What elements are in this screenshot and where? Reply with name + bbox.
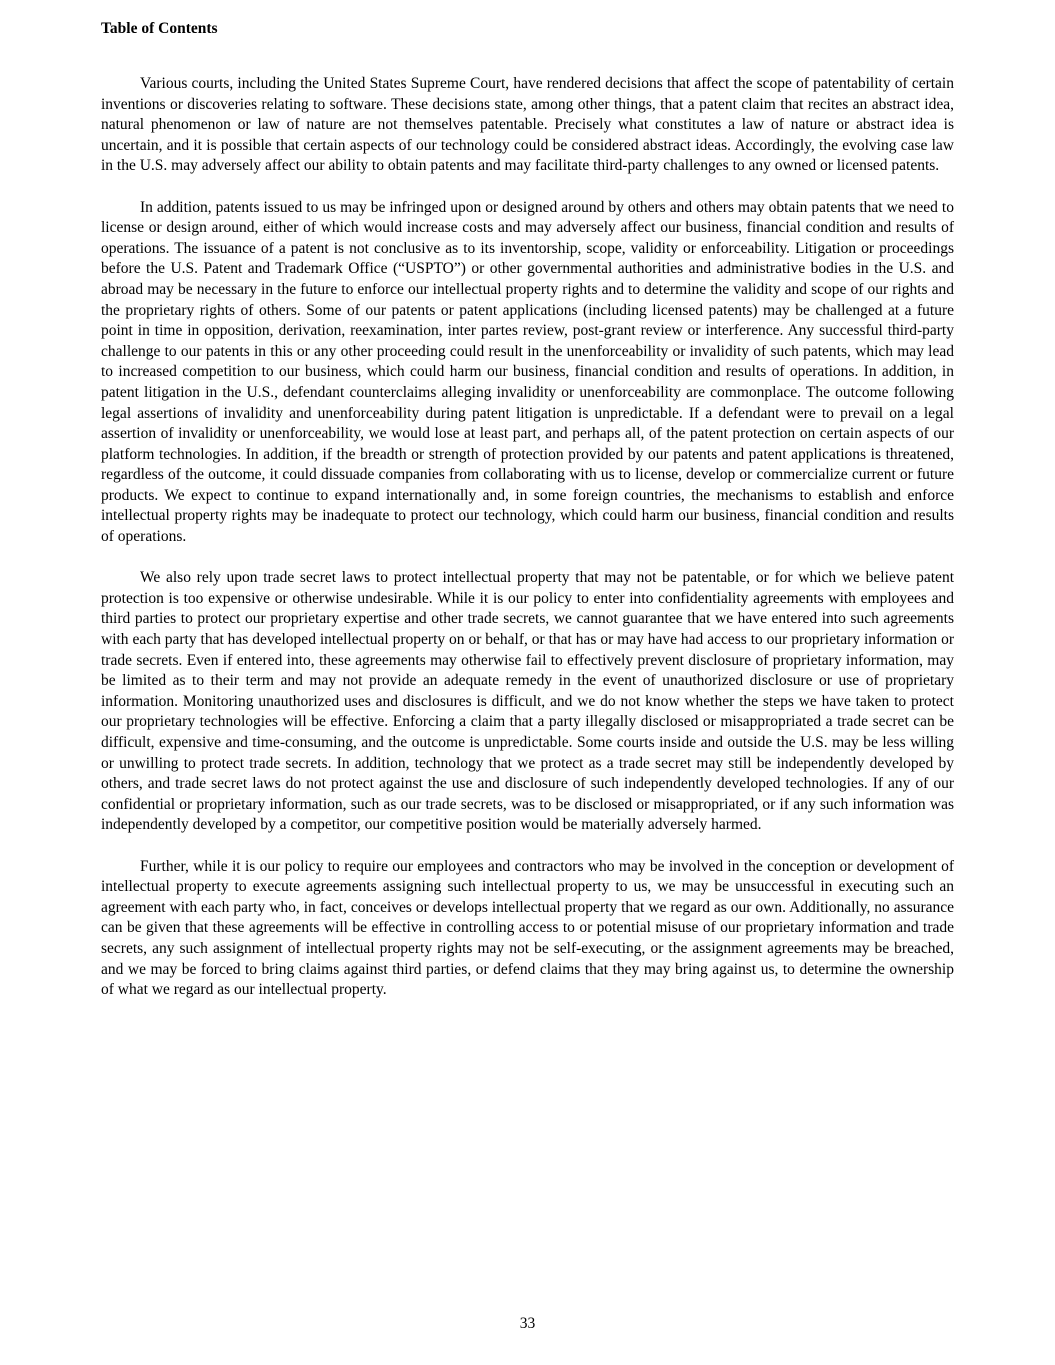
paragraph-patent-infringement: In addition, patents issued to us may be infringed upon or designed around by others and others may obtain patents that we need to license or design around, either of which would increase costs and may adversely affect our business, financial condition and results of operations. The issuance of a patent is not conclusive as to its inventorship, scope, validity or enforceability. Litigation or proceedings before the U.S. Patent and Trademark Office (“USPTO”) or other governmental authorities and administrative bodies in the U.S. and abroad may be necessary in the future to enforce our intellectual property rights and to determine the validity and scope of our rights and the proprietary rights of others. Some of our patents or patent applications (including licensed patents) may be challenged at a future point in time in opposition, derivation, reexamination, inter partes review, post-grant review or interference. Any successful third-party challenge to our patents in this or any other proceeding could result in the unenforceability or invalidity of such patents, which may lead to increased competition to our business, which could harm our business, financial condition and results of operations. In addition, in patent litigation in the U.S., defendant counterclaims alleging invalidity or unenforceability are commonplace. The outcome following legal assertions of invalidity and unenforceability during patent litigation is unpredictable. If a defendant were to prevail on a legal assertion of invalidity or unenforceability, we would lose at least part, and perhaps all, of the patent protection on certain aspects of our platform technologies. In addition, if the breadth or strength of protection provided by our patents and patent applications is threatened, regardless of the outcome, it could dissuade companies from collaborating with us to license, develop or commercialize current or future products. We expect to continue to expand internationally and, in some foreign countries, the mechanisms to establish and enforce intellectual property rights may be inadequate to protect our technology, which could harm our business, financial condition and results of operations. <box>101 198 954 546</box>
paragraph-ip-assignment: Further, while it is our policy to require our employees and contractors who may be involved in the conception or development of intellectual property to execute agreements assigning such intellectual property to us, we may be unsuccessful in executing such an agreement with each party who, in fact, conceives or develops intellectual property that we regard as our own. Additionally, no assurance can be given that these agreements will be effective in controlling access to or potential misuse of our proprietary information and trade secrets, any such assignment of intellectual property rights may not be self-executing, or the assignment agreements may be breached, and we may be forced to bring claims against third parties, or defend claims that they may bring against us, to determine the ownership of what we regard as our intellectual property. <box>101 857 954 999</box>
paragraph-trade-secrets: We also rely upon trade secret laws to protect intellectual property that may not be patentable, or for which we believe patent protection is too expensive or otherwise undesirable. While it is our policy to enter into confidentiality agreements with employees and third parties to protect our proprietary expertise and other trade secrets, we cannot guarantee that we have entered into such agreements with each party that has developed intellectual property on or behalf, or that has or may have had access to our proprietary information or trade secrets. Even if entered into, these agreements may otherwise fail to effectively prevent disclosure of proprietary information, may be limited as to their term and may not provide an adequate remedy in the event of unauthorized disclosure or use of proprietary information. Monitoring unauthorized uses and disclosures is difficult, and we do not know whether the steps we have taken to protect our proprietary technologies will be effective. Enforcing a claim that a party illegally disclosed or misappropriated a trade secret can be difficult, expensive and time-consuming, and the outcome is unpredictable. Some courts inside and outside the U.S. may be less willing or unwilling to protect trade secrets. In addition, technology that we protect as a trade secret may still be independently developed by others, and trade secret laws do not protect against the use and disclosure of such independently developed technologies. If any of our confidential or proprietary information, such as our trade secrets, was to be disclosed or misappropriated, or if any such information was independently developed by a competitor, our competitive position would be materially adversely harmed. <box>101 569 954 834</box>
paragraph-software-patentability: Various courts, including the United States Supreme Court, have rendered decisions that affect the scope of patentability of certain inventions or discoveries relating to software. These decisions state, among other things, that a patent claim that recites an abstract idea, natural phenomenon or law of nature are not themselves patentable. Precisely what constitutes a law of nature or abstract idea is uncertain, and it is possible that certain aspects of our technology could be considered abstract ideas. Accordingly, the evolving case law in the U.S. may adversely affect our ability to obtain patents and may facilitate third-party challenges to any owned or licensed patents. <box>101 75 954 175</box>
table-of-contents-link[interactable]: Table of Contents <box>101 20 218 37</box>
document-body <box>101 74 954 1021</box>
page-number: 33 <box>519 1315 536 1332</box>
